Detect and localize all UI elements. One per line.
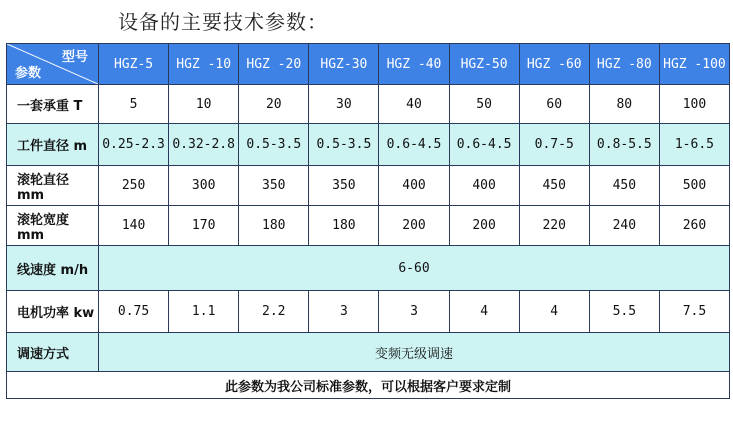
table-cell: 450 [589,166,659,206]
table-cell: 3 [309,291,379,333]
table-cell: 0.32-2.8 [169,124,239,166]
table-cell: 80 [589,85,659,124]
table-cell: 4 [519,291,589,333]
table-cell: 30 [309,85,379,124]
spec-table [6,43,730,399]
table-cell: 180 [309,206,379,246]
table-cell: 50 [449,85,519,124]
table-cell: 0.8-5.5 [589,124,659,166]
table-cell: 1.1 [169,291,239,333]
table-cell: 40 [379,85,449,124]
table-cell: 200 [449,206,519,246]
table-cell: 20 [239,85,309,124]
table-cell: 7.5 [659,291,729,333]
table-row-power [7,291,730,333]
row-label: 滚轮宽度 mm [7,206,99,246]
table-cell: 0.25-2.3 [99,124,169,166]
table-row-load [7,85,730,124]
table-cell: 5.5 [589,291,659,333]
corner-cell [7,44,99,85]
table-cell: 0.6-4.5 [449,124,519,166]
model-header: HGZ-30 [309,44,379,85]
model-header: HGZ -10 [169,44,239,85]
table-cell: 260 [659,206,729,246]
table-row-diameter [7,124,730,166]
table-cell: 1-6.5 [659,124,729,166]
table-cell: 140 [99,206,169,246]
table-cell: 2.2 [239,291,309,333]
model-header: HGZ -100 [659,44,729,85]
table-cell: 0.5-3.5 [239,124,309,166]
table-cell: 400 [379,166,449,206]
table-cell: 4 [449,291,519,333]
table-cell: 170 [169,206,239,246]
footnote: 此参数为我公司标准参数，可以根据客户要求定制 [7,372,730,399]
table-cell: 400 [449,166,519,206]
table-cell: 500 [659,166,729,206]
corner-param-label: 参数 [15,66,42,81]
row-label: 一套承重 T [7,85,99,124]
table-cell: 240 [589,206,659,246]
table-row-regulation [7,333,730,372]
table-row-roller-diameter [7,166,730,206]
model-header: HGZ-5 [99,44,169,85]
table-cell: 220 [519,206,589,246]
header-row [7,44,730,85]
table-cell: 3 [379,291,449,333]
row-label: 电机功率 kw [7,291,99,333]
page-title: 设备的主要技术参数： [118,10,328,34]
table-cell: 200 [379,206,449,246]
table-row-note [7,372,730,399]
table-cell: 60 [519,85,589,124]
table-row-roller-width [7,206,730,246]
table-cell: 0.7-5 [519,124,589,166]
table-cell: 5 [99,85,169,124]
model-header: HGZ -20 [239,44,309,85]
table-cell: 100 [659,85,729,124]
table-row-speed [7,246,730,291]
table-cell: 180 [239,206,309,246]
row-label: 滚轮直径 mm [7,166,99,206]
row-label: 线速度 m/h [7,246,99,291]
table-cell: 10 [169,85,239,124]
model-header: HGZ-50 [449,44,519,85]
table-cell-merged: 6-60 [99,246,730,291]
table-cell: 350 [309,166,379,206]
row-label: 工件直径 m [7,124,99,166]
row-label: 调速方式 [7,333,99,372]
model-header: HGZ -80 [589,44,659,85]
table-cell: 0.6-4.5 [379,124,449,166]
table-cell: 300 [169,166,239,206]
table-cell: 0.5-3.5 [309,124,379,166]
corner-model-label: 型号 [61,50,88,65]
table-cell: 350 [239,166,309,206]
model-header: HGZ -60 [519,44,589,85]
table-cell: 0.75 [99,291,169,333]
model-header: HGZ -40 [379,44,449,85]
table-cell-merged: 变频无级调速 [99,333,730,372]
table-cell: 250 [99,166,169,206]
table-cell: 450 [519,166,589,206]
